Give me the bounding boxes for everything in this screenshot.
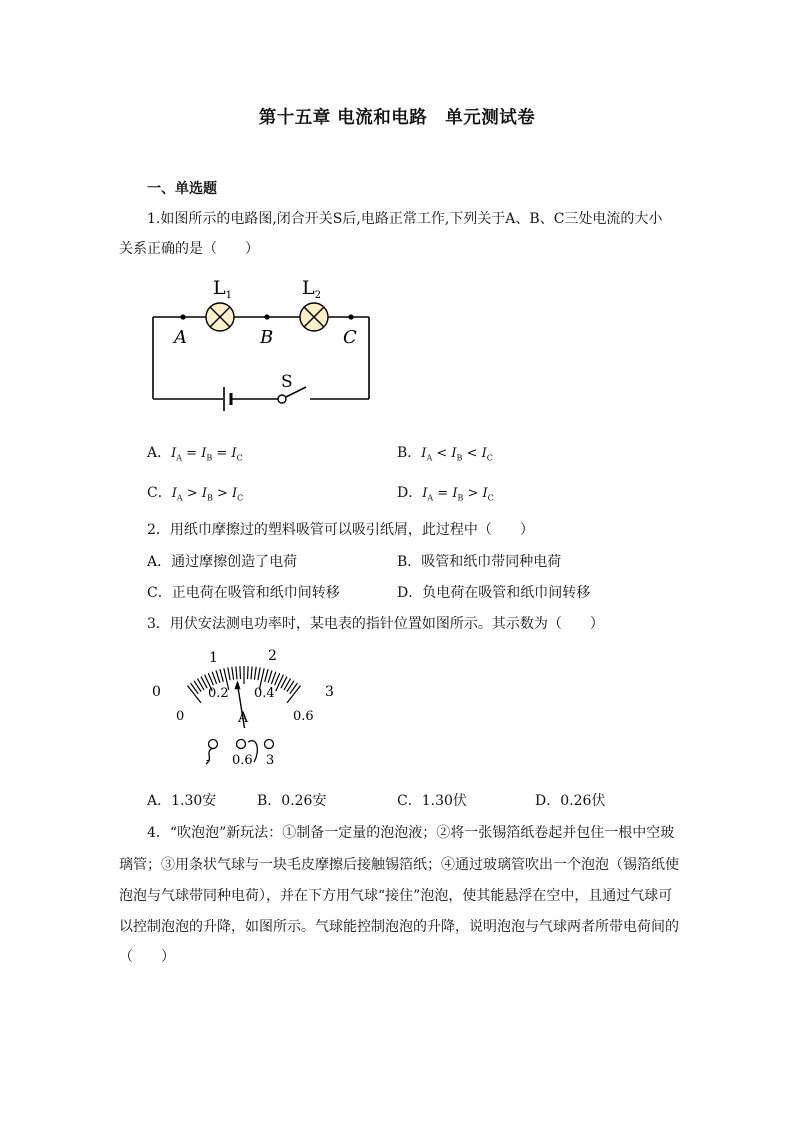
ammeter-dial <box>140 640 350 775</box>
dial-tick <box>216 670 220 682</box>
q2-stem: 2．用纸巾摩擦过的塑料吸管可以吸引纸屑，此过程中（ ） <box>147 522 534 538</box>
q1-option-b[interactable]: B．$I_A < I_B < I_C$ <box>397 445 493 463</box>
lamp-l2-icon <box>300 303 328 331</box>
scale-bottom-0-2: 0.2 <box>208 686 229 701</box>
lamp-l1-icon <box>206 303 234 331</box>
terminal-06-label: 0.6 <box>232 753 253 768</box>
q3-option-d[interactable]: D．0.26伏 <box>535 793 606 809</box>
scale-bottom-0: 0 <box>176 709 185 724</box>
dial-tick <box>240 666 241 679</box>
q3-option-c[interactable]: C．1.30伏 <box>397 793 467 809</box>
q4-stem-line5: （ ） <box>119 949 175 965</box>
q3-option-b[interactable]: B．0.26安 <box>257 793 327 809</box>
terminal-3-icon <box>265 740 274 749</box>
label-s: S <box>281 372 293 392</box>
unit-label: A <box>238 710 249 726</box>
q4-stem-line2: 璃管；③用条状气球与一块毛皮摩擦后接触锡箔纸；④通过玻璃管吹出一个泡泡（锡箔纸使 <box>119 857 679 873</box>
dial-tick <box>220 669 223 682</box>
terminal-negative-label: - <box>206 753 211 768</box>
terminal-06-icon <box>237 740 246 749</box>
terminal-3-label: 3 <box>266 753 275 768</box>
q1-stem-line1: 1.如图所示的电路图,闭合开关S后,电路正常工作,下列关于A、B、C三处电流的大小 <box>147 211 663 227</box>
switch-icon <box>278 395 286 403</box>
q2-option-c[interactable]: C．正电荷在吸管和纸巾间转移 <box>147 585 340 601</box>
q2-option-b[interactable]: B．吸管和纸巾带同种电荷 <box>397 554 562 570</box>
label-b: B <box>260 327 274 348</box>
label-l2: $L_2$ <box>302 277 321 301</box>
scale-top-3: 3 <box>325 684 334 700</box>
dial-tick <box>268 670 272 682</box>
dial-tick <box>248 666 249 679</box>
label-c: C <box>343 327 357 348</box>
dial-tick <box>251 666 252 679</box>
dial-tick <box>232 667 234 680</box>
pointer-arrow-icon <box>235 680 241 689</box>
q4-stem-line1: 4．“吹泡泡”新玩法：①制备一定量的泡泡液；②将一张锡箔纸卷起并包住一根中空玻 <box>147 825 675 841</box>
q2-option-a[interactable]: A．通过摩擦创造了电荷 <box>147 554 298 570</box>
junction-b-dot <box>264 314 269 319</box>
scale-bottom-0-6: 0.6 <box>293 709 314 724</box>
scale-top-0: 0 <box>152 684 161 700</box>
dial-tick <box>228 667 230 680</box>
q1-stem-line2: 关系正确的是（ ） <box>119 241 259 257</box>
dial-ticks <box>187 666 300 703</box>
battery-icon <box>224 387 231 411</box>
q4-stem-line3: 泡泡与气球带同种电荷），并在下方用气球“接住”泡泡，使其能悬浮在空中，且通过气球可 <box>119 888 673 904</box>
dial-tick <box>254 667 256 680</box>
q3-stem: 3．用伏安法测电功率时，某电表的指针位置如图所示。其示数为（ ） <box>147 616 604 632</box>
label-a: A <box>174 327 187 348</box>
junction-a-dot <box>180 314 185 319</box>
dial-tick <box>212 672 217 684</box>
dial-tick <box>265 669 268 682</box>
scale-top-2: 2 <box>268 648 277 664</box>
label-l1: $L_1$ <box>213 277 232 301</box>
dial-tick <box>276 675 284 691</box>
q1-option-a[interactable]: A．$I_A = I_B = I_C$ <box>147 445 243 463</box>
page-title: 第十五章 电流和电路 单元测试卷 <box>258 108 536 128</box>
dial-tick <box>258 667 260 680</box>
q1-option-c[interactable]: C．$I_A > I_B > I_C$ <box>147 485 244 503</box>
q1-option-d[interactable]: D．$I_A = I_B > I_C$ <box>397 485 494 503</box>
section-heading: 一、单选题 <box>147 181 217 197</box>
scale-bottom-0-4: 0.4 <box>254 686 275 701</box>
q4-stem-line4: 以控制泡泡的升降，如图所示。气球能控制泡泡的升降，说明泡泡与气球两者所带电荷间的 <box>119 919 679 935</box>
q3-option-a[interactable]: A．1.30安 <box>147 793 217 809</box>
dial-tick <box>271 672 276 684</box>
q2-option-d[interactable]: D．负电荷在吸管和纸巾间转移 <box>397 585 591 601</box>
dial-tick <box>236 666 237 679</box>
scale-top-1: 1 <box>209 650 218 666</box>
junction-c-dot <box>348 314 353 319</box>
circuit-diagram <box>140 270 390 420</box>
